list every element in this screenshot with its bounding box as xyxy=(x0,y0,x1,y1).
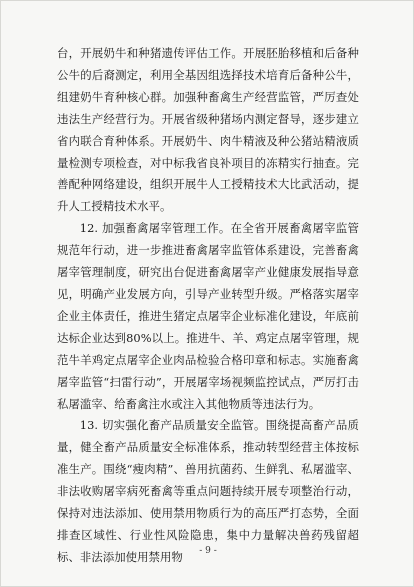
page-number: - 9 - xyxy=(199,546,217,556)
paragraph-continued: 台，开展奶牛和种猪遗传评估工作。开展胚胎移植和后备种公牛的后裔测定，利用全基因组选择技术培育后备种公牛，组建奶牛育种核心群。加强种畜禽生产经营监管，严厉查处违法生产经营行为。开展省级种猪场内测定督导，逐步建立省内联合育种体系。开展奶牛、肉牛精液及种公猪站精液质量检测专项检查，对中标我省良补项目的冻精实行抽查。完善配种网络建设，组织开展牛人工授精技术大比武活动，提升人工授精技术水平。 xyxy=(57,46,359,214)
paragraph-item-12: 12. 加强畜禽屠宰管理工作。在全省开展畜禽屠宰监管规范年行动，进一步推进畜禽屠宰监管体系建设，完善畜禽屠宰管理制度，研究出台促进畜禽屠宰产业健康发展指导意见，明确产业发展方向，引导产业转型升级。严格落实屠宰企业主体责任，推进生猪定点屠宰企业标准化建设，年底前达标企业达到80%以上。推进牛、羊、鸡定点屠宰管理，规范牛羊鸡定点屠宰企业肉品检验合格印章和标志。实施畜禽屠宰监管“扫雷行动”，开展屠宰场视频监控试点，严厉打击私屠滥宰、给畜禽注水或注入其他物质等违法行为。 xyxy=(57,221,359,411)
paragraph-item-13: 13. 切实强化畜产品质量安全监管。围绕提高畜产品质量，健全畜产品质量安全标准体系，推动转型经营主体按标准生产。围绕“瘦肉精”、兽用抗菌药、生鲜乳、私屠滥宰、非法收购屠宰病死畜禽等重点问题持续开展专项整治行动，保持对违法添加、使用禁用物质行为的高压严打态势，全面排查区域性、行业性风险隐患，集中力量解决兽药残留超标、非法添加使用禁用物 xyxy=(57,418,359,564)
page-body xyxy=(57,43,359,569)
